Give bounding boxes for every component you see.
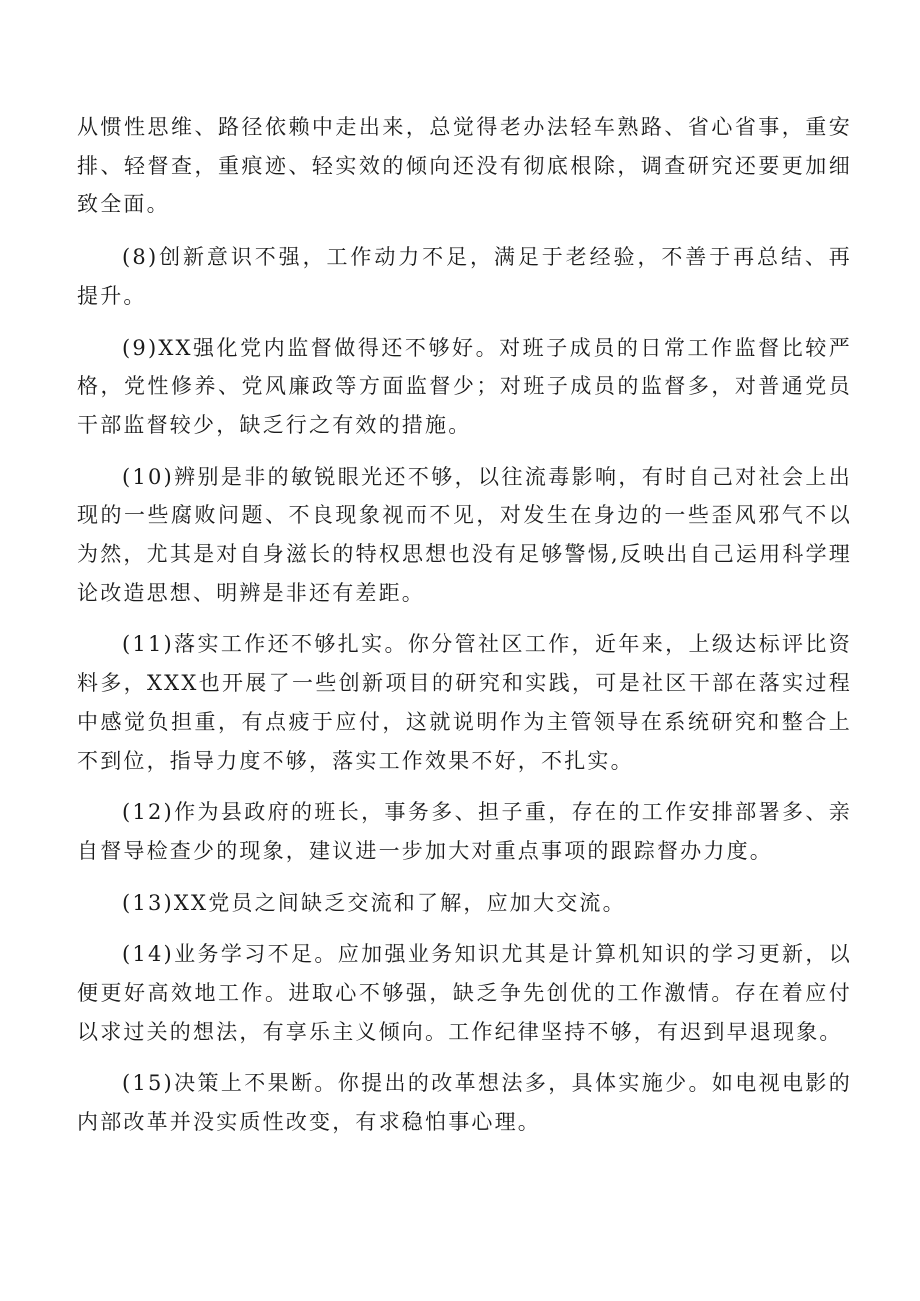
paragraph-item-10: (10)辨别是非的敏锐眼光还不够，以往流毒影响，有时自己对社会上出现的一些腐败问题、不良现象视而不见，对发生在身边的一些歪风邪气不以为然，尤其是对自身滋长的特权思想也没有足够警惕,反映出自己运用科学理论改造思想、明辨是非还有差距。	[77, 464, 852, 605]
paragraph-item-9: (9)XX强化党内监督做得还不够好。对班子成员的日常工作监督比较严格，党性修养、党风廉政等方面监督少；对班子成员的监督多，对普通党员干部监督较少，缺乏行之有效的措施。	[77, 335, 852, 437]
paragraph-item-12: (12)作为县政府的班长，事务多、担子重，存在的工作安排部署多、亲自督导检查少的现象，建议进一步加大对重点事项的跟踪督办力度。	[77, 800, 852, 863]
paragraph-item-13: (13)XX党员之间缺乏交流和了解，应加大交流。	[122, 890, 626, 915]
paragraph-item-15: (15)决策上不果断。你提出的改革想法多，具体实施少。如电视电影的内部改革并没实质性改变，有求稳怕事心理。	[77, 1071, 852, 1135]
paragraph-continued: 从惯性思维、路径依赖中走出来，总觉得老办法轻车熟路、省心省事，重安排、轻督查，重痕迹、轻实效的倾向还没有彻底根除，调查研究还要更加细致全面。	[77, 115, 852, 217]
document-body	[77, 108, 852, 1155]
paragraph-item-11: (11)落实工作还不够扎实。你分管社区工作，近年来，上级达标评比资料多，XXX也开展了一些创新项目的研究和实践，可是社区干部在落实过程中感觉负担重，有点疲于应付，这就说明作为主管领导在系统研究和整合上不到位，指导力度不够，落实工作效果不好，不扎实。	[77, 632, 852, 773]
paragraph-item-14: (14)业务学习不足。应加强业务知识尤其是计算机知识的学习更新，以便更好高效地工作。进取心不够强，缺乏争先创优的工作激情。存在着应付以求过关的想法，有享乐主义倾向。工作纪律坚持不够，有迟到早退现象。	[77, 942, 852, 1044]
paragraph-item-8: (8)创新意识不强，工作动力不足，满足于老经验，不善于再总结、再提升。	[77, 245, 852, 308]
